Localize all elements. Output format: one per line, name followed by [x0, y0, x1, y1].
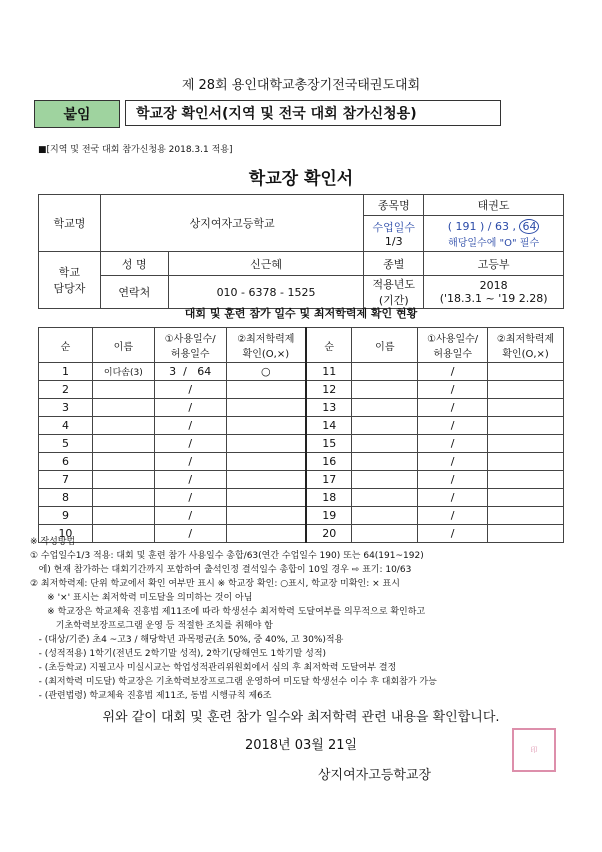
- note-line: - (관련법령) 학교체육 진흥법 제11조, 동법 시행규칙 제6조: [30, 691, 272, 701]
- header-min: ②최저학력제 확인(O,×): [226, 328, 306, 363]
- row-name: 이다솜(3): [92, 363, 154, 381]
- row-no: 2: [39, 381, 93, 399]
- info-table: [38, 194, 564, 309]
- note-line: 기초학력보장프로그램 운영 등 적절한 조치를 취해야 함: [30, 621, 273, 631]
- table-row: [39, 507, 564, 525]
- row-days-right: /: [418, 525, 488, 543]
- row-no: 9: [39, 507, 93, 525]
- row-min-right: [488, 363, 564, 381]
- name-label: 성 명: [100, 252, 168, 276]
- table-row: [39, 363, 564, 381]
- row-no-right: 14: [306, 417, 352, 435]
- row-days: /: [154, 489, 226, 507]
- row-name: [92, 417, 154, 435]
- row-no-right: 11: [306, 363, 352, 381]
- row-days: /: [154, 453, 226, 471]
- attachment-title: 학교장 확인서(지역 및 전국 대회 참가신청용): [125, 100, 501, 126]
- row-min-right: [488, 381, 564, 399]
- header-name: 이름: [92, 328, 154, 363]
- date-text: 2018년 03월 21일: [244, 738, 358, 753]
- event-label: 종목명: [364, 195, 424, 216]
- row-no: 6: [39, 453, 93, 471]
- header-min-right: ②최저학력제 확인(O,×): [488, 328, 564, 363]
- row-name-right: [352, 363, 418, 381]
- row-days-right: /: [418, 453, 488, 471]
- row-days: /: [154, 399, 226, 417]
- row-days: /: [154, 381, 226, 399]
- row-name: [92, 489, 154, 507]
- row-days-right: /: [418, 417, 488, 435]
- table-row: [39, 489, 564, 507]
- row-min-right: [488, 453, 564, 471]
- row-min: [226, 417, 306, 435]
- table-row: [39, 471, 564, 489]
- row-min: ○: [226, 363, 306, 381]
- row-min: [226, 489, 306, 507]
- row-name-right: [352, 399, 418, 417]
- row-no: 3: [39, 399, 93, 417]
- table-row: [39, 399, 564, 417]
- attachment-label: 붙임: [34, 100, 120, 128]
- row-days-right: /: [418, 507, 488, 525]
- row-min: [226, 435, 306, 453]
- note-line: ※ 작성방법: [30, 537, 76, 547]
- row-no: 7: [39, 471, 93, 489]
- note-line: ① 수업일수1/3 적용: 대회 및 훈련 참가 사용일수 총합/63(연간 수업일수 190) 또는 64(191~192): [30, 551, 424, 561]
- row-min-right: [488, 507, 564, 525]
- row-name: [92, 381, 154, 399]
- row-name: [92, 471, 154, 489]
- contact-label: 연락처: [100, 276, 168, 309]
- category-label: 종별: [364, 252, 424, 276]
- class-days-label: 수업일수 1/3: [364, 216, 424, 252]
- row-min: [226, 453, 306, 471]
- row-min: [226, 399, 306, 417]
- row-min: [226, 471, 306, 489]
- row-name-right: [352, 489, 418, 507]
- contact-value: 010 - 6378 - 1525: [168, 276, 364, 309]
- participation-table: [38, 327, 564, 543]
- note-line: ※ '×' 표시는 최저학력 미도달을 의미하는 것이 아님: [30, 593, 253, 603]
- competition-title: 제 28회 용인대학교총장기전국태권도대회: [181, 78, 421, 93]
- row-name-right: [352, 453, 418, 471]
- row-days-right: /: [418, 363, 488, 381]
- row-no-right: 17: [306, 471, 352, 489]
- row-days-right: /: [418, 489, 488, 507]
- row-min-right: [488, 471, 564, 489]
- row-no-right: 16: [306, 453, 352, 471]
- note-line: - (성적적용) 1학기(전년도 2학기말 성적), 2학기(당해연도 1학기말 성적): [30, 649, 327, 659]
- period-label: 적용년도 (기간): [364, 276, 424, 309]
- note-line: ※ 학교장은 학교체육 진흥법 제11조에 따라 학생선수 최저학력 도달여부를 의무적으로 확인하고: [30, 607, 426, 617]
- row-min: [226, 381, 306, 399]
- row-min-right: [488, 489, 564, 507]
- table-row: [39, 453, 564, 471]
- confirmation-text: 위와 같이 대회 및 훈련 참가 일수와 최저학력 관련 내용을 확인합니다.: [102, 710, 500, 725]
- row-no-right: 12: [306, 381, 352, 399]
- period-value: 2018 ('18.3.1 ~ '19 2.28): [424, 276, 564, 309]
- note-line: - (대상/기준) 초4 ~고3 / 해당학년 과목평균(초 50%, 중 40%, 고 30%)적용: [30, 635, 344, 645]
- table-row: [39, 417, 564, 435]
- row-name-right: [352, 435, 418, 453]
- row-no: 8: [39, 489, 93, 507]
- row-no: 1: [39, 363, 93, 381]
- row-no-right: 20: [306, 525, 352, 543]
- row-no-right: 19: [306, 507, 352, 525]
- principal-signature: 상지여자고등학교장: [318, 768, 432, 783]
- row-name: [92, 435, 154, 453]
- class-days-value: ( 191 ) / 63 , 64 해당일수에 "O" 필수: [424, 216, 564, 252]
- table-subtitle: 대회 및 훈련 참가 일수 및 최저학력제 확인 현황: [184, 307, 418, 320]
- note-line: ② 최저학력제: 단위 학교에서 확인 여부만 표시 ※ 학교장 확인: ○표시, 학교장 미확인: × 표시: [30, 579, 400, 589]
- row-name-right: [352, 471, 418, 489]
- row-days: /: [154, 507, 226, 525]
- row-days: /: [154, 525, 226, 543]
- official-seal: 印: [512, 728, 556, 772]
- row-no-right: 18: [306, 489, 352, 507]
- row-min-right: [488, 435, 564, 453]
- header-days: ①사용일수/ 허용일수: [154, 328, 226, 363]
- header-no: 순: [39, 328, 93, 363]
- row-no: 4: [39, 417, 93, 435]
- row-min-right: [488, 399, 564, 417]
- row-name: [92, 507, 154, 525]
- row-name: [92, 453, 154, 471]
- note-line: - (초등학교) 지필고사 미실시교는 학업성적관리위원회에서 심의 후 최저학력 도달여부 결정: [30, 663, 397, 673]
- name-value: 신근혜: [168, 252, 364, 276]
- row-no-right: 13: [306, 399, 352, 417]
- school-label: 학교명: [39, 195, 101, 252]
- row-name-right: [352, 381, 418, 399]
- row-days: /: [154, 435, 226, 453]
- row-days: 3 / 64: [154, 363, 226, 381]
- row-name-right: [352, 507, 418, 525]
- header-name-right: 이름: [352, 328, 418, 363]
- row-days: /: [154, 471, 226, 489]
- row-no: 10: [39, 525, 93, 543]
- application-note: ■[지역 및 전국 대회 참가신청용 2018.3.1 적용]: [38, 145, 233, 155]
- row-name: [92, 399, 154, 417]
- document-title: 학교장 확인서: [248, 169, 354, 189]
- writing-instructions: [30, 535, 580, 703]
- table-row: [39, 381, 564, 399]
- manager-label: 학교 담당자: [39, 252, 101, 309]
- row-days-right: /: [418, 399, 488, 417]
- row-no: 5: [39, 435, 93, 453]
- school-name: 상지여자고등학교: [100, 195, 363, 252]
- header-days-right: ①사용일수/ 허용일수: [418, 328, 488, 363]
- note-line: - (최저학력 미도달) 학교장은 기초학력보장프로그램 운영하여 미도달 학생선수 이수 후 대회참가 가능: [30, 677, 437, 687]
- row-days-right: /: [418, 381, 488, 399]
- header-no-right: 순: [306, 328, 352, 363]
- event-value: 태권도: [424, 195, 564, 216]
- row-days-right: /: [418, 435, 488, 453]
- table-row: [39, 435, 564, 453]
- circled-days: 64: [519, 219, 539, 234]
- row-days-right: /: [418, 471, 488, 489]
- row-min-right: [488, 417, 564, 435]
- row-days: /: [154, 417, 226, 435]
- category-value: 고등부: [424, 252, 564, 276]
- row-name-right: [352, 417, 418, 435]
- row-no-right: 15: [306, 435, 352, 453]
- row-min: [226, 507, 306, 525]
- note-line: 에) 현재 참가하는 대회기간까지 포함하여 출석인정 결석일수 총합이 10일 경우 ⇨ 표기: 10/63: [30, 565, 412, 575]
